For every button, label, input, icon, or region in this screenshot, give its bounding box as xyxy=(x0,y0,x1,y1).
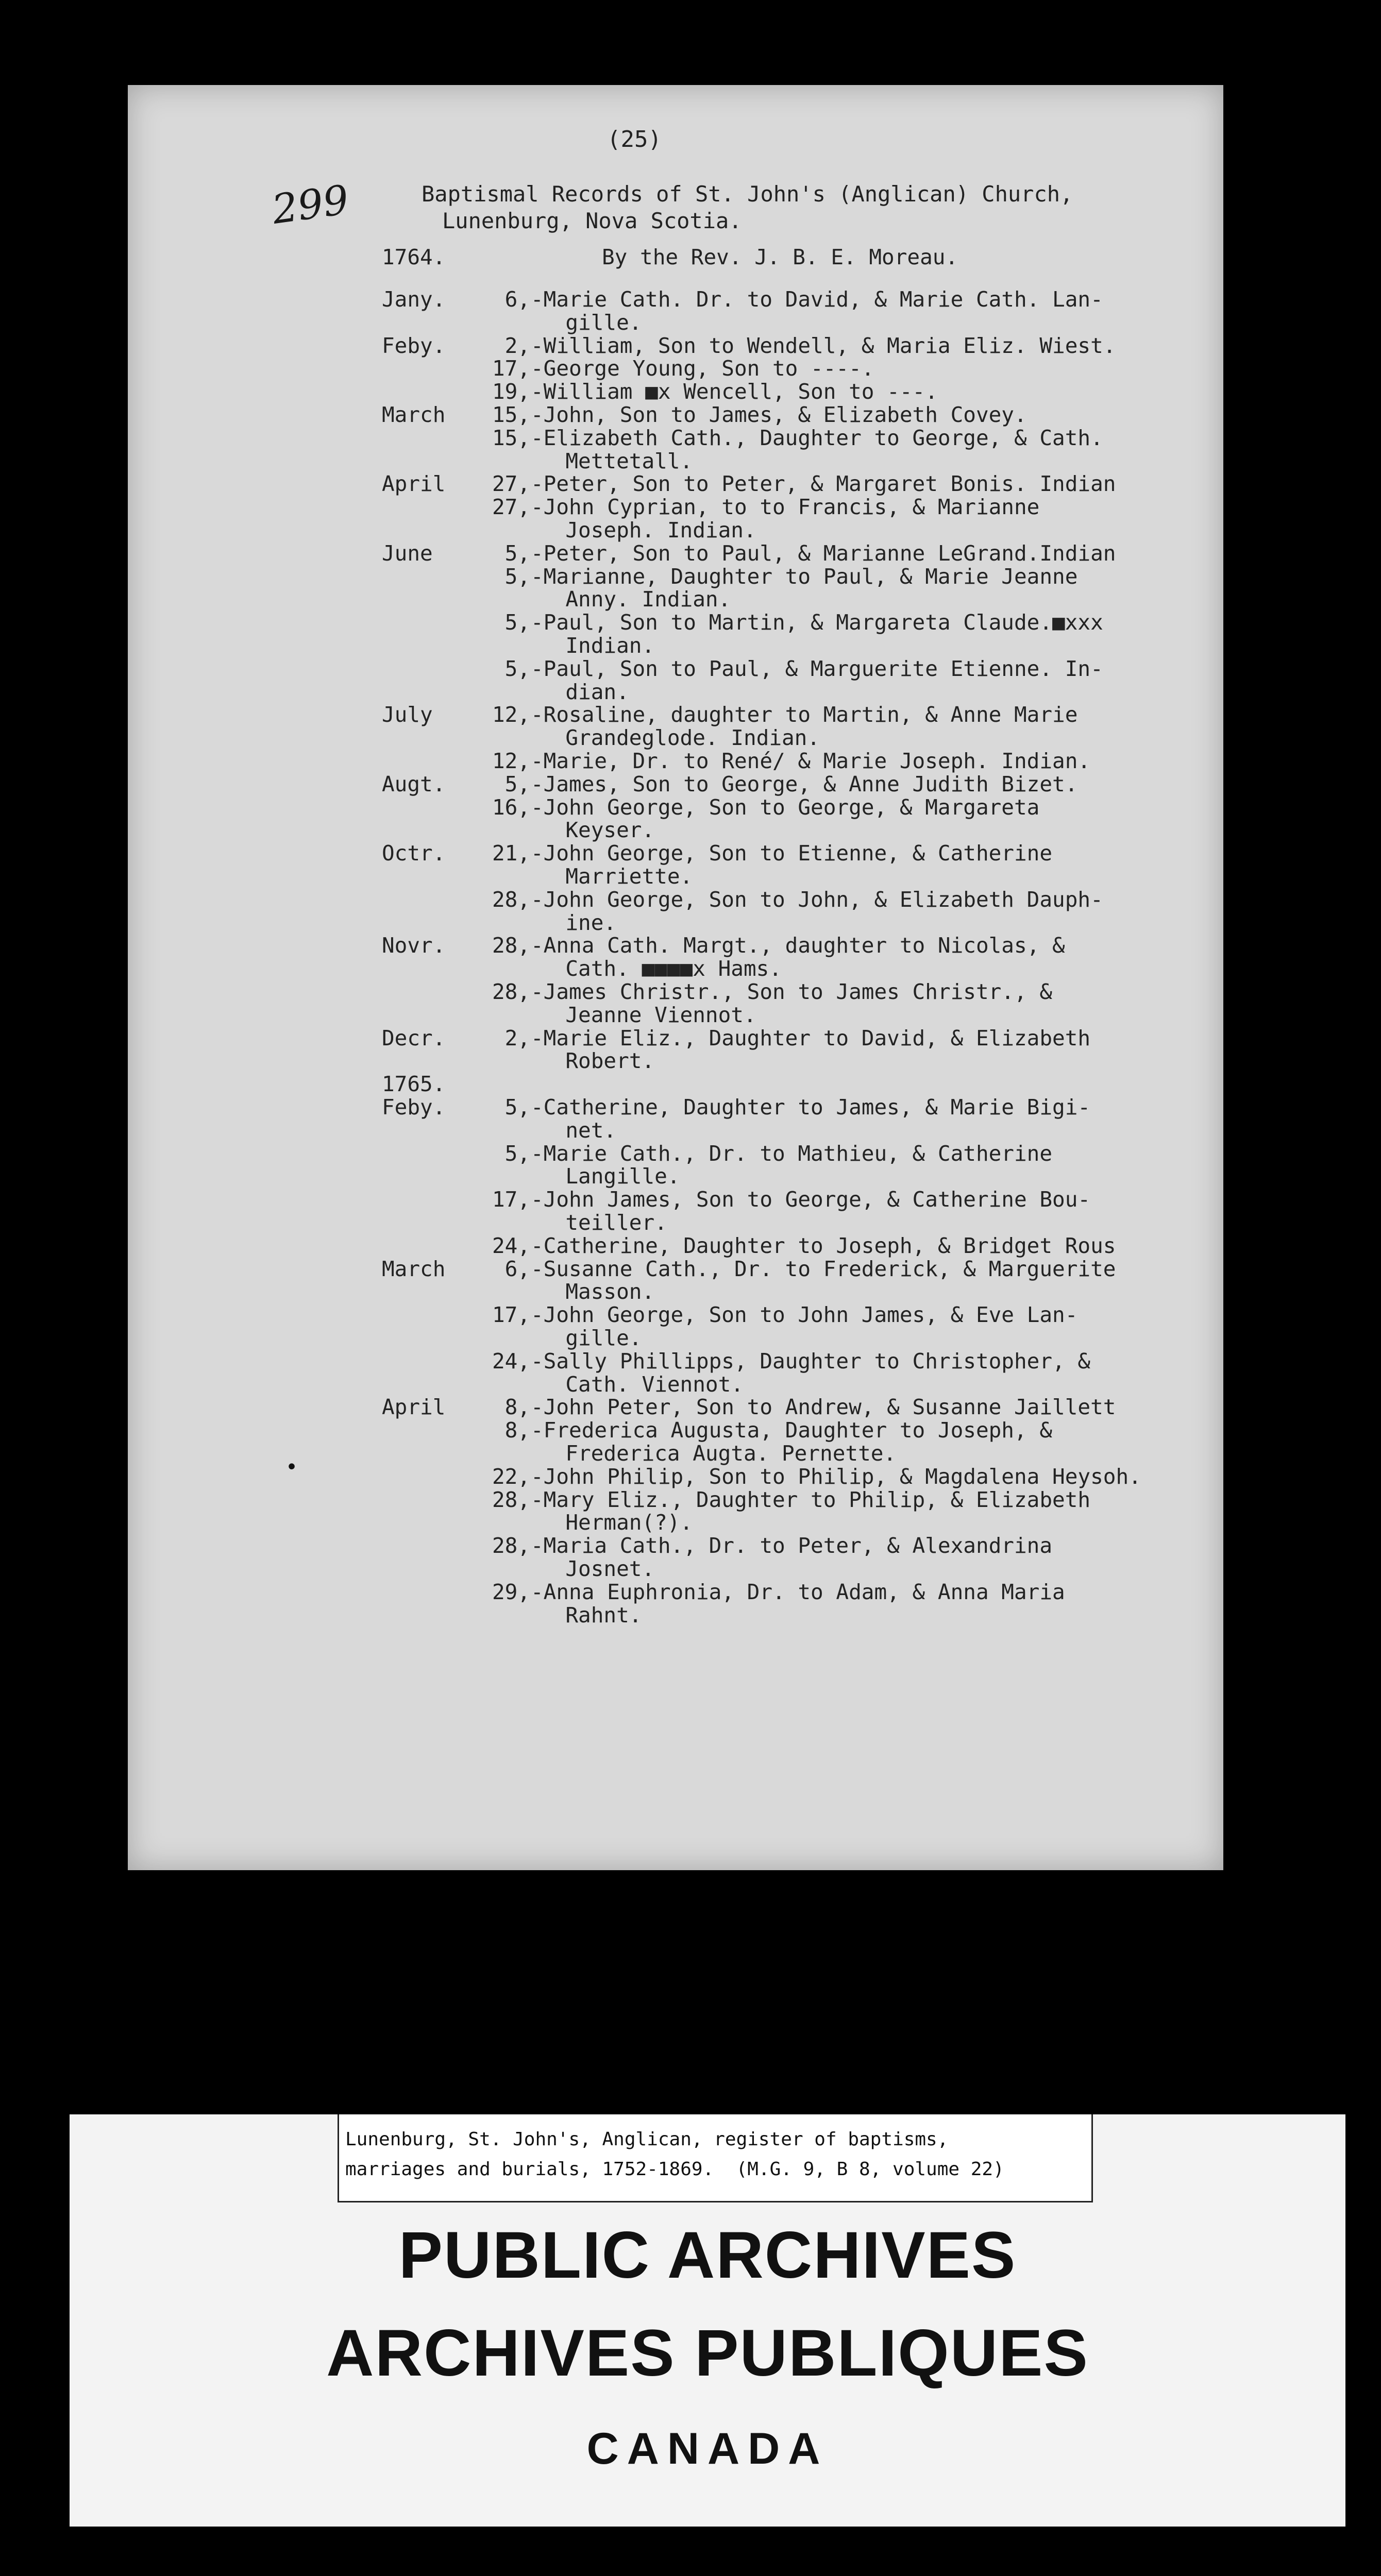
record-day: 24, xyxy=(492,1348,530,1374)
record-entry: -Marie Cath. Dr. to David, & Marie Cath. Lan- xyxy=(531,287,1103,312)
record-entry: -Marie Eliz., Daughter to David, & Elizabeth xyxy=(531,1025,1091,1050)
page-number: (25) xyxy=(607,126,662,152)
record-day: 29, xyxy=(492,1579,530,1604)
document-page xyxy=(128,85,1223,1870)
record-entry: -William, Son to Wendell, & Maria Eliz. Wiest. xyxy=(531,333,1116,358)
record-day: 27, xyxy=(492,471,530,497)
record-month: Augt. xyxy=(382,771,446,796)
record-continuation: Rahnt. xyxy=(540,1602,642,1628)
record-day: 28, xyxy=(492,933,530,958)
title-line-2: Lunenburg, Nova Scotia. xyxy=(442,208,742,233)
record-entry: -John Peter, Son to Andrew, & Susanne Jaillett xyxy=(531,1395,1116,1420)
record-day: 17, xyxy=(492,1302,530,1328)
record-day: 19, xyxy=(492,379,530,404)
record-continuation: teiller. xyxy=(540,1210,667,1235)
record-continuation: gille. xyxy=(540,310,642,335)
record-day: 5, xyxy=(504,656,530,681)
record-entry: -Catherine, Daughter to Joseph, & Bridget Rous xyxy=(531,1233,1116,1258)
record-continuation: Langille. xyxy=(540,1164,680,1189)
record-continuation: gille. xyxy=(540,1326,642,1350)
record-month: April xyxy=(382,1395,446,1420)
record-entry: -Elizabeth Cath., Daughter to George, & Cath. xyxy=(531,425,1103,450)
record-entry: -Sally Phillipps, Daughter to Christopher, & xyxy=(531,1348,1091,1374)
record-day: 5, xyxy=(504,1141,530,1166)
record-entry: -John, Son to James, & Elizabeth Covey. xyxy=(531,402,1027,427)
margin-mark: • xyxy=(285,1455,298,1479)
record-entry: -Mary Eliz., Daughter to Philip, & Elizabeth xyxy=(531,1487,1091,1512)
record-entry: -Marie Cath., Dr. to Mathieu, & Catherine xyxy=(531,1141,1053,1166)
record-day: 12, xyxy=(492,702,530,727)
record-continuation: Joseph. Indian. xyxy=(540,518,756,543)
record-day: 8, xyxy=(504,1418,530,1443)
record-day: 5, xyxy=(504,564,530,589)
record-entry: -Marianne, Daughter to Paul, & Marie Jeanne xyxy=(531,564,1078,589)
record-day: 5, xyxy=(504,610,530,635)
record-entry: -Marie, Dr. to René/ & Marie Joseph. Indian. xyxy=(531,749,1091,773)
record-entry: -John George, Son to John, & Elizabeth Dauph- xyxy=(531,887,1103,912)
archives-label xyxy=(70,2114,1345,2527)
record-day: 28, xyxy=(492,887,530,912)
record-day: 12, xyxy=(492,749,530,773)
record-continuation: dian. xyxy=(540,679,629,704)
record-month: March xyxy=(382,402,446,427)
record-day: 16, xyxy=(492,794,530,820)
record-day: 5, xyxy=(504,1095,530,1120)
record-continuation: Indian. xyxy=(540,633,655,658)
record-entry: -Paul, Son to Paul, & Marguerite Etienne. In- xyxy=(531,656,1103,681)
record-month: Feby. xyxy=(382,333,446,358)
record-day: 28, xyxy=(492,1533,530,1558)
record-day: 21, xyxy=(492,841,530,866)
record-month: April xyxy=(382,471,446,497)
slip-line-2: marriages and burials, 1752-1869. (M.G. 9, B 8, volume 22) xyxy=(345,2159,1004,2180)
record-entry: -George Young, Son to ----. xyxy=(531,356,874,381)
record-month: July xyxy=(382,702,433,727)
document-title xyxy=(422,181,1073,234)
record-continuation: net. xyxy=(540,1117,617,1143)
reverend-line: By the Rev. J. B. E. Moreau. xyxy=(602,245,958,269)
record-day: 15, xyxy=(492,402,530,427)
record-day: 17, xyxy=(492,1187,530,1212)
record-continuation: Keyser. xyxy=(540,818,655,843)
record-month: Jany. xyxy=(382,287,446,312)
record-continuation: Mettetall. xyxy=(540,448,693,473)
record-entry: -Peter, Son to Peter, & Margaret Bonis. Indian xyxy=(531,471,1116,497)
record-entry: -John Philip, Son to Philip, & Magdalena Heysoh. xyxy=(531,1464,1141,1489)
record-continuation: Frederica Augta. Pernette. xyxy=(540,1441,897,1466)
record-month: Octr. xyxy=(382,841,446,866)
record-day: 5, xyxy=(504,540,530,566)
record-month: Novr. xyxy=(382,933,446,958)
record-entry: -Anna Cath. Margt., daughter to Nicolas, & xyxy=(531,933,1065,958)
record-entry: -Frederica Augusta, Daughter to Joseph, & xyxy=(531,1418,1053,1443)
record-day: 27, xyxy=(492,495,530,520)
record-entry: -James, Son to George, & Anne Judith Bizet. xyxy=(531,771,1078,796)
record-day: 2, xyxy=(504,333,530,358)
record-continuation: Anny. Indian. xyxy=(540,587,731,612)
record-continuation: Masson. xyxy=(540,1279,655,1304)
record-month: Feby. xyxy=(382,1095,446,1120)
record-day: 24, xyxy=(492,1233,530,1258)
record-entry: -Rosaline, daughter to Martin, & Anne Marie xyxy=(531,702,1078,727)
record-continuation: Herman(?). xyxy=(540,1510,693,1535)
record-day: 2, xyxy=(504,1025,530,1050)
record-continuation: Cath. ■■■■x Hams. xyxy=(540,956,782,981)
year-heading-1764: 1764. xyxy=(382,245,446,269)
record-continuation: Josnet. xyxy=(540,1556,655,1581)
record-day: 17, xyxy=(492,356,530,381)
canada-heading: CANADA xyxy=(586,2424,829,2473)
record-continuation: Marriette. xyxy=(540,864,693,889)
handwritten-folio-number: 299 xyxy=(269,177,352,233)
record-entry: -John Cyprian, to to Francis, & Marianne xyxy=(531,495,1040,520)
record-day: 22, xyxy=(492,1464,530,1489)
record-entry: -John James, Son to George, & Catherine Bou- xyxy=(531,1187,1091,1212)
record-entry: -John George, Son to John James, & Eve Lan- xyxy=(531,1302,1078,1328)
record-entry: -Paul, Son to Martin, & Margareta Claude.■xxx xyxy=(531,610,1103,635)
slip-line-1: Lunenburg, St. John's, Anglican, register of baptisms, xyxy=(345,2129,949,2150)
record-month: March xyxy=(382,1256,446,1281)
year-heading-1765: 1765. xyxy=(382,1072,446,1097)
record-day: 6, xyxy=(504,287,530,312)
record-entry: -John George, Son to Etienne, & Catherine xyxy=(531,841,1053,866)
record-day: 28, xyxy=(492,979,530,1004)
record-entry: -William ■x Wencell, Son to ---. xyxy=(531,379,938,404)
record-continuation: ine. xyxy=(540,910,617,935)
record-continuation: Cath. Viennot. xyxy=(540,1371,744,1397)
archives-publiques-heading: ARCHIVES PUBLIQUES xyxy=(326,2316,1089,2390)
record-continuation: Robert. xyxy=(540,1048,655,1074)
record-entry: -Catherine, Daughter to James, & Marie Bigi- xyxy=(531,1095,1091,1120)
record-day: 8, xyxy=(504,1395,530,1420)
record-entry: -Anna Euphronia, Dr. to Adam, & Anna Maria xyxy=(531,1579,1065,1604)
record-day: 15, xyxy=(492,425,530,450)
record-continuation: Jeanne Viennot. xyxy=(540,1002,756,1027)
record-month: June xyxy=(382,540,433,566)
title-line-1: Baptismal Records of St. John's (Anglican) Church, xyxy=(422,181,1073,207)
record-entry: -Peter, Son to Paul, & Marianne LeGrand.Indian xyxy=(531,540,1116,566)
record-entry: -Susanne Cath., Dr. to Frederick, & Marguerite xyxy=(531,1256,1116,1281)
record-day: 6, xyxy=(504,1256,530,1281)
record-entry: -James Christr., Son to James Christr., & xyxy=(531,979,1053,1004)
record-day: 5, xyxy=(504,771,530,796)
public-archives-heading: PUBLIC ARCHIVES xyxy=(398,2218,1017,2292)
record-entry: -John George, Son to George, & Margareta xyxy=(531,794,1040,820)
record-day: 28, xyxy=(492,1487,530,1512)
record-month: Decr. xyxy=(382,1025,446,1050)
catalog-slip xyxy=(338,2114,1093,2202)
record-entry: -Maria Cath., Dr. to Peter, & Alexandrina xyxy=(531,1533,1053,1558)
record-continuation: Grandeglode. Indian. xyxy=(540,725,820,751)
